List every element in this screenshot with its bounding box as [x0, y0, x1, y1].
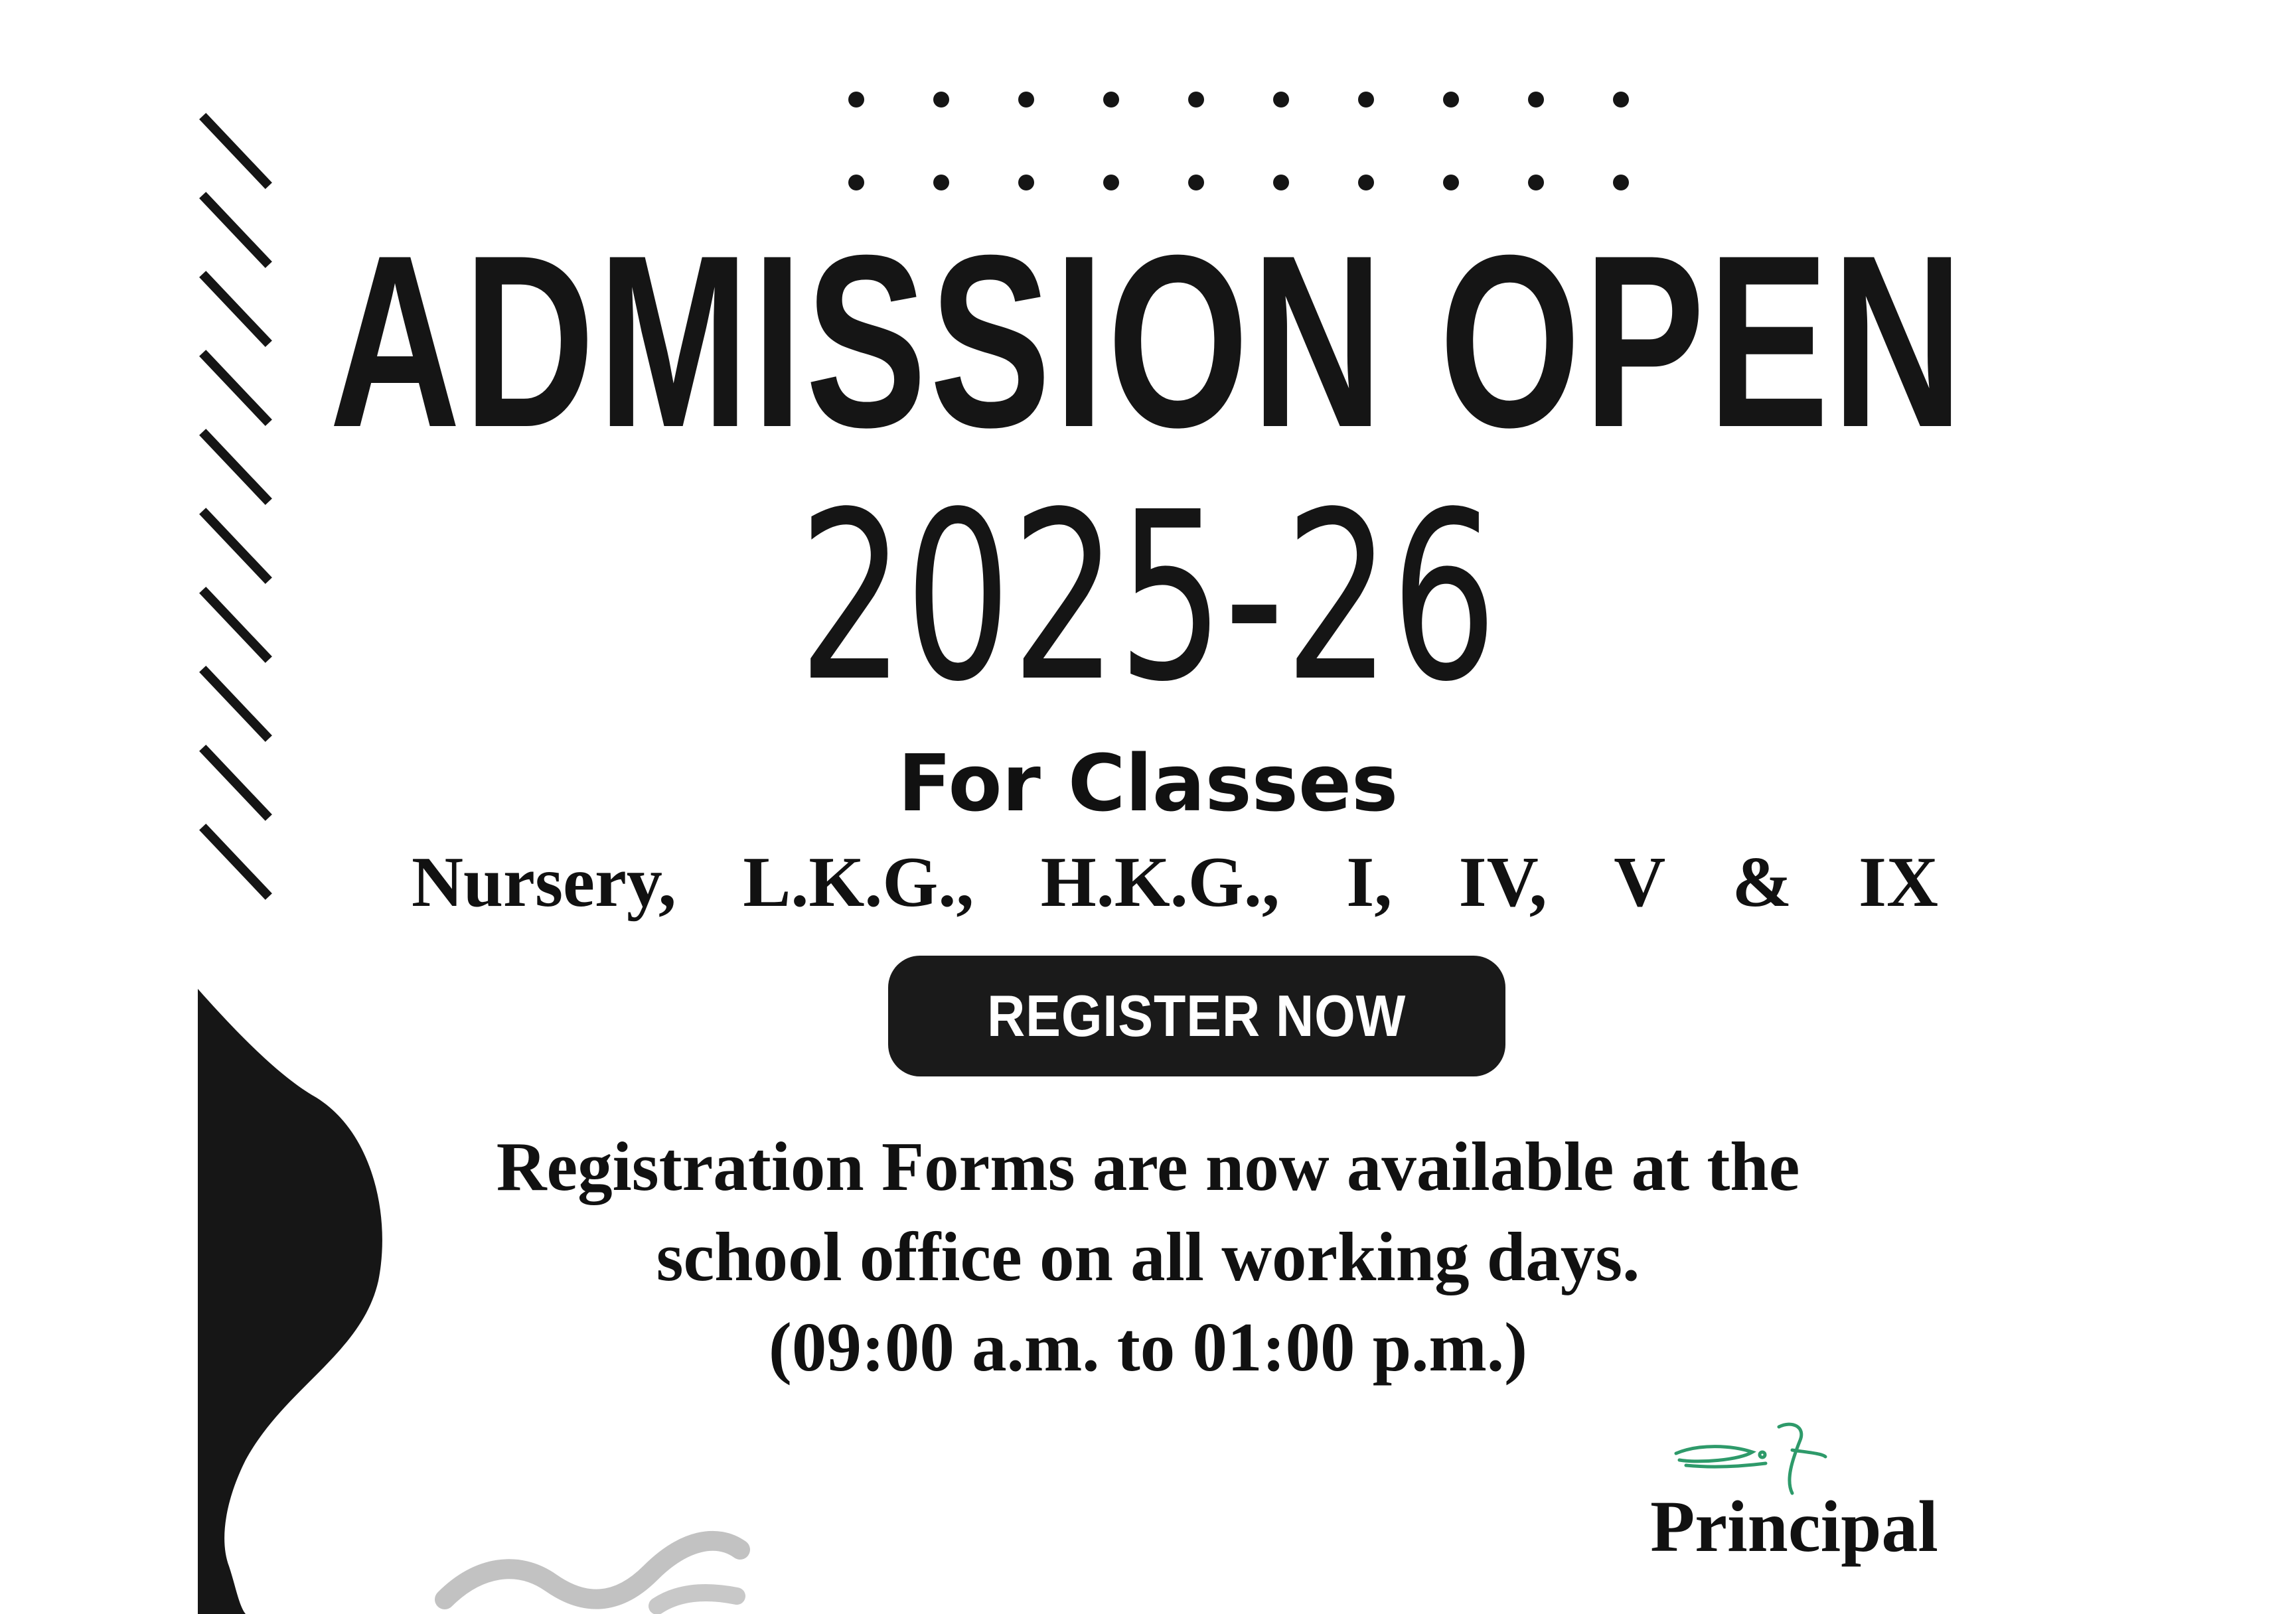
class-item: L.K.G., — [743, 843, 974, 922]
class-list — [412, 843, 1938, 922]
dot — [1443, 92, 1459, 108]
class-item: V — [1614, 843, 1666, 922]
dot — [1018, 92, 1034, 108]
classes-heading: For Classes — [897, 737, 1399, 829]
dot — [1443, 175, 1459, 190]
notice-line: school office on all working days. — [656, 1218, 1640, 1295]
class-item: & — [1732, 843, 1792, 922]
dot — [1358, 92, 1374, 108]
dot — [848, 92, 864, 108]
dot-grid — [848, 92, 1629, 190]
dot — [1103, 175, 1119, 190]
dot — [848, 175, 864, 190]
registration-notice — [0, 1122, 2296, 1392]
session-year: 2025-26 — [799, 462, 1497, 733]
signatory: Principal — [1650, 1486, 1938, 1567]
notice-line: Registration Forms are now available at the — [496, 1128, 1800, 1205]
register-now-button[interactable]: REGISTER NOW — [888, 956, 1505, 1076]
signature-graphic — [1676, 1424, 1825, 1493]
class-item: IX — [1858, 843, 1938, 922]
dot — [1273, 175, 1289, 190]
dot — [1103, 92, 1119, 108]
dot — [1528, 92, 1544, 108]
dot — [933, 175, 949, 190]
headline: ADMISSION OPEN — [329, 204, 1967, 478]
dot — [1613, 175, 1629, 190]
dot — [1613, 92, 1629, 108]
class-item: H.K.G., — [1040, 843, 1280, 922]
dot — [1358, 175, 1374, 190]
dot — [1528, 175, 1544, 190]
dot — [1188, 92, 1204, 108]
dot — [1018, 175, 1034, 190]
dot — [1273, 92, 1289, 108]
class-item: I, — [1346, 843, 1393, 922]
dot — [933, 92, 949, 108]
class-item: Nursery, — [412, 843, 676, 922]
notice-line: (09:00 a.m. to 01:00 p.m.) — [768, 1308, 1528, 1386]
stripe — [206, 119, 266, 183]
class-item: IV, — [1458, 843, 1547, 922]
dot — [1188, 175, 1204, 190]
stripe — [206, 830, 266, 893]
squiggle-2 — [657, 1593, 737, 1606]
